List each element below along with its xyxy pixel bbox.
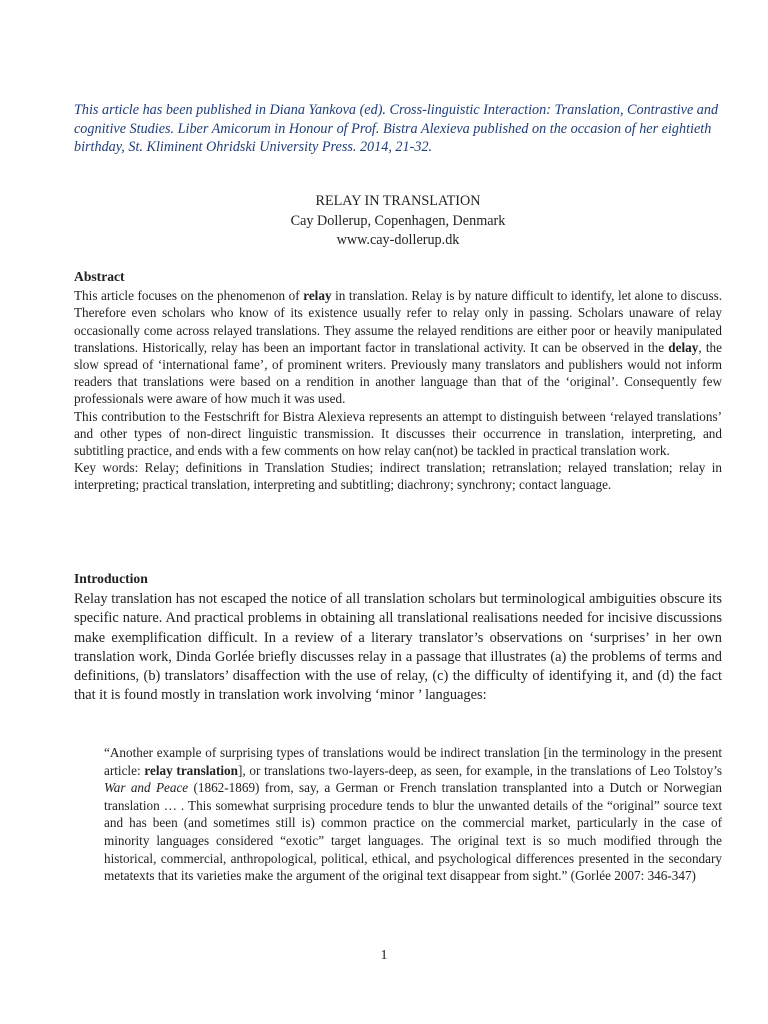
introduction-section: [74, 571, 722, 706]
abstract-paragraph-1: [74, 287, 722, 407]
quote-text: “Another example of surprising types of translations would be indirect translation [in the terminology in the present article:: [104, 745, 722, 778]
abstract-paragraph-2: This contribution to the Festschrift for Bistra Alexieva represents an attempt to distinguish between ‘relayed translations’ and other types of non-direct linguistic transmission. It discusses their occurrence in translation, interpreting, and subtitling practice, and ends with a few comments on how relay can(not) be tackled in practical translation work.: [74, 408, 722, 459]
quote-text: ], or translations two-layers-deep, as seen, for example, in the translations of Leo Tolstoy’s: [237, 762, 722, 778]
quote-text: (1862-1869) from, say, a German or French translation transplanted into a Dutch or Norwegian translation … . This somewhat surprising procedure tends to blur the unwanted details of the “original” source text and has been (and sometimes still is) common practice on the commercial market, particularly in the case of minority languages considered “exotic” target languages. The original text is so much modified through the historical, commercial, anthropological, political, ethical, and psychological differences presented in the secondary metatexts that its varieties make the argument of the original text disappear from sight.” (Gorlée 2007: 346-347): [104, 780, 722, 884]
publication-note: This article has been published in Diana Yankova (ed). Cross-linguistic Interaction: Translation, Contrastive and cognitive Studies. Liber Amicorum in Honour of Prof. Bistra Alexieva published on the occasion of her eightieth birthday, St. Kliminent Ohridski University Press. 2014, 21-32.: [74, 102, 719, 155]
page-number: 1: [380, 948, 388, 963]
abstract-heading: Abstract: [74, 269, 125, 284]
author-website: www.cay-dollerup.dk: [336, 232, 460, 248]
term-relay: relay: [303, 288, 332, 304]
abstract-section: [74, 268, 722, 494]
introduction-heading: Introduction: [74, 571, 148, 586]
term-delay: delay: [668, 339, 699, 355]
author-line: Cay Dollerup, Copenhagen, Denmark: [290, 212, 506, 229]
block-quote: [104, 744, 722, 885]
abstract-text: in translation. Relay is by nature difficult to identify, let alone to discuss. Therefore even scholars who know of its existence usually refer to relay only in passing. Scholars unaware of relay occasionally come across relayed translations. They assume the relayed renditions are either poor or heavily manipulated translations. Historically, relay has been an important factor in translational activity. It can be observed in the: [74, 288, 723, 355]
introduction-paragraph: Relay translation has not escaped the notice of all translation scholars but terminological ambiguities obscure its specific nature. And practical problems in obtaining all translational realisations needed for incisive discussions make exemplification difficult. In a review of a literary translator’s observations on ‘surprises’ in her own translation work, Dinda Gorlée briefly discusses relay in a passage that illustrates (a) the problems of terms and definitions, (b) translators’ disaffection with the use of relay, (c) the difficulty of identifying it, and (d) the fact that it is found mostly in translation work involving ‘minor ’ languages:: [74, 591, 722, 704]
book-title: War and Peace: [104, 780, 189, 796]
title-block: [74, 192, 722, 251]
article-title: RELAY IN TRANSLATION: [315, 193, 481, 209]
keywords: Key words: Relay; definitions in Translation Studies; indirect translation; retranslation; relayed translation; relay in interpreting; practical translation, interpreting and subtitling; diachrony; synchrony; contact language.: [74, 460, 722, 493]
abstract-text: , the slow spread of ‘international fame’, of prominent writers. Previously many translators and publishers would not inform readers that translations were based on a rendition in another language than that of the ‘original’. Consequently few professionals were aware of how much it was used.: [74, 339, 722, 407]
abstract-text: This article focuses on the phenomenon of: [74, 288, 304, 304]
term-relay-translation: relay translation: [144, 762, 238, 778]
